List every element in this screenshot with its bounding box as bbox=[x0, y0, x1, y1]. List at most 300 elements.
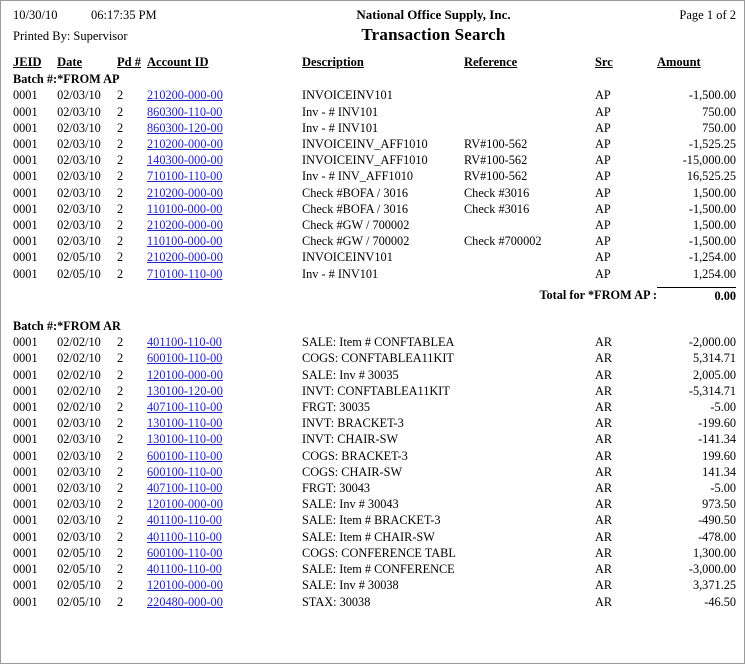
cell-account-id[interactable] bbox=[147, 249, 302, 265]
table-row bbox=[13, 448, 736, 464]
cell-amount: 5,314.71 bbox=[692, 351, 736, 366]
cell-description: INVOICEINV_AFF1010 bbox=[302, 137, 428, 152]
cell-pd: 2 bbox=[117, 400, 124, 415]
cell-amount: 750.00 bbox=[702, 104, 736, 119]
cell-jeid: 0001 bbox=[13, 594, 38, 609]
cell-amount: -1,500.00 bbox=[688, 88, 736, 103]
cell-jeid: 0001 bbox=[13, 120, 38, 135]
table-row bbox=[13, 201, 736, 217]
cell-pd: 2 bbox=[117, 234, 124, 249]
cell-jeid: 0001 bbox=[13, 201, 38, 216]
account-id-link[interactable]: 401100-110-00 bbox=[147, 529, 222, 544]
cell-date: 02/03/10 bbox=[57, 234, 101, 249]
account-id-link[interactable]: 210200-000-00 bbox=[147, 88, 223, 103]
cell-account-id[interactable] bbox=[147, 367, 302, 383]
table-row bbox=[13, 545, 736, 561]
cell-pd: 2 bbox=[117, 185, 124, 200]
cell-description: COGS: BRACKET-3 bbox=[302, 448, 408, 463]
cell-account-id[interactable] bbox=[147, 431, 302, 447]
batch-name: *FROM AR bbox=[57, 319, 121, 334]
table-row bbox=[13, 87, 736, 103]
cell-description: Inv - # INV_AFF1010 bbox=[302, 169, 414, 184]
account-id-link[interactable]: 110100-000-00 bbox=[147, 234, 223, 249]
cell-reference bbox=[464, 545, 595, 561]
cell-amount: 16,525.25 bbox=[686, 169, 736, 184]
cell-amount: -3,000.00 bbox=[688, 562, 736, 577]
cell-date: 02/05/10 bbox=[57, 250, 101, 265]
cell-account-id[interactable] bbox=[147, 120, 302, 136]
cell-jeid: 0001 bbox=[13, 513, 38, 528]
cell-jeid: 0001 bbox=[13, 400, 38, 415]
table-row bbox=[13, 233, 736, 249]
cell-src: AP bbox=[594, 201, 611, 216]
cell-date: 02/02/10 bbox=[57, 383, 101, 398]
cell-src: AP bbox=[594, 88, 611, 103]
cell-date: 02/03/10 bbox=[57, 513, 101, 528]
cell-jeid: 0001 bbox=[13, 351, 38, 366]
cell-src: AR bbox=[594, 513, 613, 528]
cell-description: INVOICEINV101 bbox=[302, 88, 393, 103]
account-id-link[interactable]: 860300-110-00 bbox=[147, 104, 223, 119]
cell-pd: 2 bbox=[117, 383, 124, 398]
table-row bbox=[13, 577, 736, 593]
cell-pd: 2 bbox=[117, 481, 124, 496]
account-id-link[interactable]: 140300-000-00 bbox=[147, 153, 223, 168]
cell-account-id[interactable] bbox=[147, 399, 302, 415]
report-header-line1 bbox=[13, 7, 736, 23]
table-row bbox=[13, 431, 736, 447]
cell-account-id[interactable] bbox=[147, 415, 302, 431]
cell-description: Inv - # INV101 bbox=[302, 266, 379, 281]
cell-account-id[interactable] bbox=[147, 561, 302, 577]
cell-account-id[interactable] bbox=[147, 594, 302, 610]
cell-description: SALE: Inv # 30043 bbox=[302, 497, 399, 512]
cell-jeid: 0001 bbox=[13, 335, 38, 350]
cell-description: SALE: Item # CONFERENCE bbox=[302, 562, 455, 577]
batch-header-row bbox=[13, 317, 736, 334]
cell-reference: RV#100-562 bbox=[463, 169, 528, 184]
cell-date: 02/05/10 bbox=[57, 594, 101, 609]
cell-pd: 2 bbox=[117, 137, 124, 152]
cell-reference bbox=[464, 415, 595, 431]
cell-src: AR bbox=[594, 481, 613, 496]
cell-pd: 2 bbox=[117, 367, 124, 382]
cell-src: AR bbox=[594, 335, 613, 350]
cell-account-id[interactable] bbox=[147, 152, 302, 168]
cell-pd: 2 bbox=[117, 432, 124, 447]
cell-description: INVOICEINV101 bbox=[302, 250, 393, 265]
cell-date: 02/03/10 bbox=[57, 448, 101, 463]
cell-amount: 2,005.00 bbox=[692, 367, 736, 382]
cell-date: 02/03/10 bbox=[57, 464, 101, 479]
cell-reference: Check #700002 bbox=[463, 234, 542, 249]
cell-src: AP bbox=[594, 169, 611, 184]
column-header-description: Description bbox=[302, 55, 364, 69]
cell-description: Check #BOFA / 3016 bbox=[302, 201, 409, 216]
cell-src: AP bbox=[594, 120, 611, 135]
cell-src: AR bbox=[594, 578, 613, 593]
cell-reference bbox=[464, 217, 595, 233]
cell-reference bbox=[464, 577, 595, 593]
cell-description: FRGT: 30035 bbox=[302, 400, 371, 415]
cell-src: AR bbox=[594, 400, 613, 415]
cell-pd: 2 bbox=[117, 351, 124, 366]
cell-src: AR bbox=[594, 562, 613, 577]
cell-jeid: 0001 bbox=[13, 218, 38, 233]
cell-jeid: 0001 bbox=[13, 266, 38, 281]
table-row bbox=[13, 529, 736, 545]
cell-src: AR bbox=[594, 367, 613, 382]
cell-account-id[interactable] bbox=[147, 496, 302, 512]
cell-reference bbox=[464, 367, 595, 383]
cell-account-id[interactable] bbox=[147, 512, 302, 528]
cell-jeid: 0001 bbox=[13, 88, 38, 103]
cell-amount: 973.50 bbox=[702, 497, 736, 512]
cell-src: AR bbox=[594, 545, 613, 560]
account-id-link[interactable]: 600100-110-00 bbox=[147, 545, 223, 560]
cell-jeid: 0001 bbox=[13, 250, 38, 265]
cell-description: INVT: CHAIR-SW bbox=[302, 432, 399, 447]
table-row bbox=[13, 415, 736, 431]
cell-pd: 2 bbox=[117, 416, 124, 431]
cell-pd: 2 bbox=[117, 218, 124, 233]
cell-reference bbox=[464, 496, 595, 512]
cell-description: FRGT: 30043 bbox=[302, 481, 371, 496]
cell-src: AR bbox=[594, 594, 613, 609]
batch-total-label: Total for *FROM AP : bbox=[539, 288, 657, 303]
cell-amount: -1,500.00 bbox=[688, 201, 736, 216]
cell-jeid: 0001 bbox=[13, 169, 38, 184]
cell-pd: 2 bbox=[117, 448, 124, 463]
cell-date: 02/03/10 bbox=[57, 88, 101, 103]
cell-date: 02/03/10 bbox=[57, 120, 101, 135]
cell-jeid: 0001 bbox=[13, 137, 38, 152]
cell-date: 02/03/10 bbox=[57, 416, 101, 431]
table-row bbox=[13, 480, 736, 496]
table-row bbox=[13, 561, 736, 577]
cell-src: AR bbox=[594, 464, 613, 479]
cell-src: AR bbox=[594, 529, 613, 544]
cell-pd: 2 bbox=[117, 88, 124, 103]
batch-total-row bbox=[13, 287, 736, 304]
cell-description: Check #GW / 700002 bbox=[302, 234, 410, 249]
cell-pd: 2 bbox=[117, 104, 124, 119]
cell-description: Check #BOFA / 3016 bbox=[302, 185, 409, 200]
page-title: Transaction Search bbox=[361, 25, 506, 44]
table-row bbox=[13, 464, 736, 480]
account-id-link[interactable]: 130100-110-00 bbox=[147, 416, 223, 431]
account-id-link[interactable]: 120100-000-00 bbox=[147, 367, 223, 382]
cell-amount: -490.50 bbox=[698, 513, 736, 528]
cell-date: 02/05/10 bbox=[57, 562, 101, 577]
cell-jeid: 0001 bbox=[13, 448, 38, 463]
cell-account-id[interactable] bbox=[147, 480, 302, 496]
cell-account-id[interactable] bbox=[147, 185, 302, 201]
cell-date: 02/02/10 bbox=[57, 335, 101, 350]
cell-reference bbox=[464, 594, 595, 610]
batch-label: Batch #: bbox=[13, 319, 58, 334]
cell-jeid: 0001 bbox=[13, 562, 38, 577]
cell-date: 02/02/10 bbox=[57, 367, 101, 382]
cell-src: AR bbox=[594, 448, 613, 463]
account-id-link[interactable]: 120100-000-00 bbox=[147, 497, 223, 512]
cell-src: AR bbox=[594, 416, 613, 431]
column-header-pd: Pd # bbox=[117, 55, 142, 69]
cell-date: 02/03/10 bbox=[57, 497, 101, 512]
table-body bbox=[13, 70, 736, 610]
cell-date: 02/05/10 bbox=[57, 578, 101, 593]
batch-header-row bbox=[13, 70, 736, 87]
cell-account-id[interactable] bbox=[147, 545, 302, 561]
cell-pd: 2 bbox=[117, 594, 124, 609]
cell-amount: -46.50 bbox=[704, 594, 736, 609]
cell-amount: -478.00 bbox=[698, 529, 736, 544]
batch-label: Batch #: bbox=[13, 72, 58, 87]
table-row bbox=[13, 350, 736, 366]
cell-src: AP bbox=[594, 250, 611, 265]
cell-amount: -15,000.00 bbox=[682, 153, 736, 168]
cell-pd: 2 bbox=[117, 562, 124, 577]
report-date: 10/30/10 bbox=[13, 8, 58, 22]
cell-pd: 2 bbox=[117, 266, 124, 281]
cell-amount: 141.34 bbox=[702, 464, 736, 479]
cell-reference bbox=[464, 334, 595, 350]
cell-account-id[interactable] bbox=[147, 104, 302, 120]
cell-jeid: 0001 bbox=[13, 234, 38, 249]
column-header-src: Src bbox=[594, 55, 613, 69]
cell-date: 02/03/10 bbox=[57, 481, 101, 496]
batch-name: *FROM AP bbox=[57, 72, 120, 87]
table-row bbox=[13, 168, 736, 184]
cell-account-id[interactable] bbox=[147, 266, 302, 282]
cell-date: 02/03/10 bbox=[57, 529, 101, 544]
cell-jeid: 0001 bbox=[13, 529, 38, 544]
cell-src: AR bbox=[594, 351, 613, 366]
cell-reference bbox=[464, 266, 595, 282]
batch-total-amount: 0.00 bbox=[657, 287, 736, 304]
cell-jeid: 0001 bbox=[13, 545, 38, 560]
cell-date: 02/03/10 bbox=[57, 185, 101, 200]
cell-pd: 2 bbox=[117, 529, 124, 544]
cell-src: AP bbox=[594, 218, 611, 233]
cell-account-id[interactable] bbox=[147, 350, 302, 366]
table-row bbox=[13, 266, 736, 282]
cell-src: AR bbox=[594, 432, 613, 447]
cell-jeid: 0001 bbox=[13, 497, 38, 512]
cell-description: INVT: CONFTABLEA11KIT bbox=[302, 383, 450, 398]
cell-description: INVT: BRACKET-3 bbox=[302, 416, 404, 431]
cell-jeid: 0001 bbox=[13, 383, 38, 398]
cell-pd: 2 bbox=[117, 464, 124, 479]
cell-amount: -141.34 bbox=[698, 432, 736, 447]
cell-pd: 2 bbox=[117, 497, 124, 512]
table-row bbox=[13, 594, 736, 610]
transaction-table bbox=[13, 54, 736, 610]
column-header-date: Date bbox=[57, 55, 83, 69]
cell-description: SALE: Item # BRACKET-3 bbox=[302, 513, 441, 528]
cell-amount: -1,254.00 bbox=[688, 250, 736, 265]
cell-amount: 1,254.00 bbox=[692, 266, 736, 281]
cell-jeid: 0001 bbox=[13, 464, 38, 479]
cell-account-id[interactable] bbox=[147, 383, 302, 399]
account-id-link[interactable]: 210200-000-00 bbox=[147, 185, 223, 200]
cell-jeid: 0001 bbox=[13, 432, 38, 447]
cell-jeid: 0001 bbox=[13, 367, 38, 382]
cell-account-id[interactable] bbox=[147, 87, 302, 103]
column-header-account-id: Account ID bbox=[147, 55, 209, 69]
cell-reference: RV#100-562 bbox=[463, 153, 528, 168]
cell-jeid: 0001 bbox=[13, 185, 38, 200]
table-row bbox=[13, 185, 736, 201]
cell-amount: -1,525.25 bbox=[688, 137, 736, 152]
cell-date: 02/05/10 bbox=[57, 266, 101, 281]
table-row bbox=[13, 367, 736, 383]
cell-account-id[interactable] bbox=[147, 464, 302, 480]
cell-description: SALE: Item # CONFTABLEA bbox=[302, 335, 455, 350]
account-id-link[interactable]: 710100-110-00 bbox=[147, 169, 223, 184]
page-number: Page 1 of 2 bbox=[679, 8, 736, 22]
cell-reference bbox=[464, 383, 595, 399]
account-id-link[interactable]: 210200-000-00 bbox=[147, 137, 223, 152]
cell-reference bbox=[464, 561, 595, 577]
cell-jeid: 0001 bbox=[13, 416, 38, 431]
cell-date: 02/02/10 bbox=[57, 400, 101, 415]
table-row bbox=[13, 120, 736, 136]
cell-reference bbox=[464, 249, 595, 265]
printed-by: Printed By: Supervisor bbox=[13, 29, 128, 43]
account-id-link[interactable]: 210200-000-00 bbox=[147, 250, 223, 265]
account-id-link[interactable]: 130100-120-00 bbox=[147, 383, 223, 398]
cell-pd: 2 bbox=[117, 578, 124, 593]
cell-date: 02/03/10 bbox=[57, 153, 101, 168]
cell-src: AP bbox=[594, 153, 611, 168]
cell-amount: 1,500.00 bbox=[692, 185, 736, 200]
cell-amount: -1,500.00 bbox=[688, 234, 736, 249]
cell-reference bbox=[464, 350, 595, 366]
table-row bbox=[13, 383, 736, 399]
cell-reference bbox=[464, 512, 595, 528]
cell-description: Check #GW / 700002 bbox=[302, 218, 410, 233]
table-row bbox=[13, 152, 736, 168]
cell-pd: 2 bbox=[117, 250, 124, 265]
cell-src: AR bbox=[594, 383, 613, 398]
cell-date: 02/03/10 bbox=[57, 201, 101, 216]
cell-jeid: 0001 bbox=[13, 481, 38, 496]
company-name: National Office Supply, Inc. bbox=[356, 7, 511, 22]
cell-amount: 199.60 bbox=[702, 448, 736, 463]
cell-amount: -5,314.71 bbox=[688, 383, 736, 398]
account-id-link[interactable]: 210200-000-00 bbox=[147, 218, 223, 233]
cell-pd: 2 bbox=[117, 201, 124, 216]
cell-account-id[interactable] bbox=[147, 168, 302, 184]
cell-date: 02/03/10 bbox=[57, 432, 101, 447]
column-header-reference: Reference bbox=[463, 55, 518, 69]
account-id-link[interactable]: 407100-110-00 bbox=[147, 400, 223, 415]
column-header-jeid: JEID bbox=[13, 55, 42, 69]
account-id-link[interactable]: 120100-000-00 bbox=[147, 578, 223, 593]
cell-description: COGS: CHAIR-SW bbox=[302, 464, 403, 479]
cell-date: 02/03/10 bbox=[57, 169, 101, 184]
cell-pd: 2 bbox=[117, 335, 124, 350]
cell-amount: -5.00 bbox=[710, 400, 736, 415]
table-header-row bbox=[13, 54, 736, 70]
cell-reference bbox=[464, 464, 595, 480]
account-id-link[interactable]: 220480-000-00 bbox=[147, 594, 223, 609]
cell-reference: RV#100-562 bbox=[463, 137, 528, 152]
cell-reference: Check #3016 bbox=[463, 185, 530, 200]
cell-date: 02/03/10 bbox=[57, 137, 101, 152]
cell-src: AR bbox=[594, 497, 613, 512]
cell-reference bbox=[464, 448, 595, 464]
cell-description: INVOICEINV_AFF1010 bbox=[302, 153, 428, 168]
cell-reference: Check #3016 bbox=[463, 201, 530, 216]
cell-account-id[interactable] bbox=[147, 136, 302, 152]
account-id-link[interactable]: 401100-110-00 bbox=[147, 335, 222, 350]
account-id-link[interactable]: 401100-110-00 bbox=[147, 562, 222, 577]
cell-reference bbox=[464, 87, 595, 103]
cell-description: Inv - # INV101 bbox=[302, 120, 379, 135]
cell-date: 02/02/10 bbox=[57, 351, 101, 366]
cell-description: SALE: Item # CHAIR-SW bbox=[302, 529, 435, 544]
cell-description: COGS: CONFERENCE TABL bbox=[302, 545, 456, 560]
account-id-link[interactable]: 600100-110-00 bbox=[147, 448, 223, 463]
cell-amount: -199.60 bbox=[698, 416, 736, 431]
cell-description: STAX: 30038 bbox=[302, 594, 371, 609]
cell-account-id[interactable] bbox=[147, 233, 302, 249]
cell-jeid: 0001 bbox=[13, 153, 38, 168]
cell-amount: 1,300.00 bbox=[692, 545, 736, 560]
cell-account-id[interactable] bbox=[147, 448, 302, 464]
account-id-link[interactable]: 407100-110-00 bbox=[147, 481, 223, 496]
cell-reference bbox=[464, 431, 595, 447]
cell-src: AP bbox=[594, 234, 611, 249]
cell-reference bbox=[464, 529, 595, 545]
cell-account-id[interactable] bbox=[147, 334, 302, 350]
cell-account-id[interactable] bbox=[147, 529, 302, 545]
account-id-link[interactable]: 710100-110-00 bbox=[147, 266, 223, 281]
account-id-link[interactable]: 600100-110-00 bbox=[147, 464, 223, 479]
table-row bbox=[13, 399, 736, 415]
cell-src: AP bbox=[594, 185, 611, 200]
cell-date: 02/05/10 bbox=[57, 545, 101, 560]
cell-account-id[interactable] bbox=[147, 577, 302, 593]
cell-amount: 3,371.25 bbox=[692, 578, 736, 593]
cell-pd: 2 bbox=[117, 513, 124, 528]
account-id-link[interactable]: 110100-000-00 bbox=[147, 201, 223, 216]
cell-src: AP bbox=[594, 266, 611, 281]
cell-account-id[interactable] bbox=[147, 217, 302, 233]
report-header-line2 bbox=[13, 25, 736, 45]
cell-pd: 2 bbox=[117, 120, 124, 135]
cell-description: Inv - # INV101 bbox=[302, 104, 379, 119]
cell-reference bbox=[464, 104, 595, 120]
cell-description: COGS: CONFTABLEA11KIT bbox=[302, 351, 454, 366]
cell-date: 02/03/10 bbox=[57, 104, 101, 119]
cell-amount: 1,500.00 bbox=[692, 218, 736, 233]
cell-description: SALE: Inv # 30038 bbox=[302, 578, 399, 593]
cell-src: AP bbox=[594, 104, 611, 119]
cell-date: 02/03/10 bbox=[57, 218, 101, 233]
table-row bbox=[13, 104, 736, 120]
table-row bbox=[13, 496, 736, 512]
report-time: 06:17:35 PM bbox=[91, 8, 157, 22]
account-id-link[interactable]: 401100-110-00 bbox=[147, 513, 222, 528]
account-id-link[interactable]: 600100-110-00 bbox=[147, 351, 223, 366]
account-id-link[interactable]: 860300-120-00 bbox=[147, 120, 223, 135]
cell-reference bbox=[464, 120, 595, 136]
account-id-link[interactable]: 130100-110-00 bbox=[147, 432, 223, 447]
cell-account-id[interactable] bbox=[147, 201, 302, 217]
